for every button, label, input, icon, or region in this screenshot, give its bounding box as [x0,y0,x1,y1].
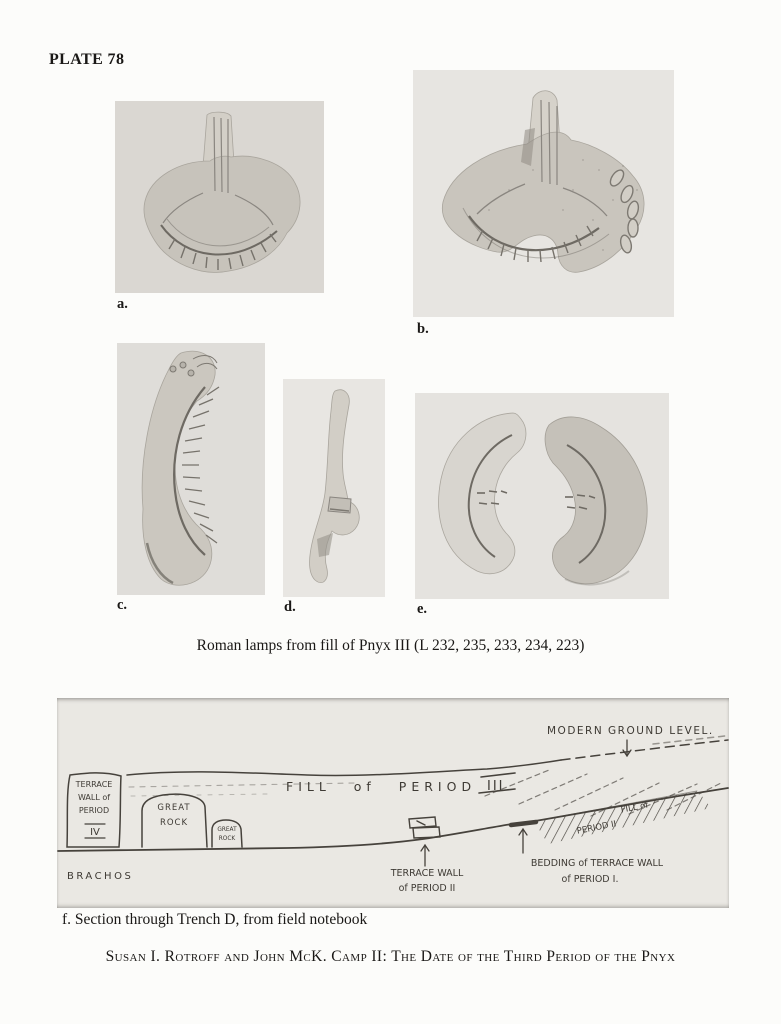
photo-label-c: c. [117,597,128,613]
photo-d [283,379,385,597]
sketch-label-fill-ii-1: FILL of [620,800,650,816]
sketch-label-brachos: BRACHOS [67,871,134,882]
sketch-label-great-rock-1: GREAT [157,803,191,813]
photo-label-e: e. [417,601,428,617]
sketch-label-fill-period-numeral: III [487,779,505,794]
photo-a [115,101,324,293]
sketch-label-terrace-wall-ii-1: TERRACE WALL [390,868,464,879]
sketch-label-fill-of-period: FILL of PERIOD [286,779,477,794]
photo-c [117,343,265,595]
sketch-label-bedding-1: BEDDING of TERRACE WALL [530,858,664,869]
section-sketch-drawing [57,698,729,908]
sketch-label-great-rock-2: ROCK [159,818,189,828]
photo-label-b: b. [417,321,429,337]
lamp-fragment-a-image [115,101,324,293]
running-title: Susan I. Rotroff and John McK. Camp II: The Date of the Third Period of the Pnyx [105,948,676,965]
lamp-fragment-e-image [415,393,669,599]
sketch-label-small-rock-2: ROCK [218,836,236,842]
sketch-label-terrace-wall-iv-4: IV [90,827,100,838]
lamp-fragment-b-image [413,70,674,317]
lamp-fragment-d-image [283,379,385,597]
photo-b [413,70,674,317]
sketch-label-terrace-wall-ii-2: of PERIOD II [398,883,456,894]
sketch-label-modern-ground-level: MODERN GROUND LEVEL. [547,725,714,737]
sketch-label-terrace-wall-iv-2: WALL of [77,793,111,802]
plate-caption: Roman lamps from fill of Pnyx III (L 232, 235, 233, 234, 223) [196,637,585,654]
lamp-fragment-c-image [117,343,265,595]
sketch-label-small-rock-1: GREAT [217,827,237,833]
plate-number: PLATE 78 [49,51,125,68]
sketch-label-terrace-wall-iv-3: PERIOD [78,806,110,815]
photo-e [415,393,669,599]
sketch-label-fill-ii-2: PERIOD II [576,819,618,837]
photo-label-a: a. [117,296,128,312]
sketch-label-bedding-2: of PERIOD I. [561,874,619,885]
section-sketch-photo [57,698,729,908]
sketch-label-terrace-wall-iv-1: TERRACE [75,780,113,789]
photo-label-d: d. [284,599,296,615]
figure-f-caption: f. Section through Trench D, from field notebook [62,911,368,928]
